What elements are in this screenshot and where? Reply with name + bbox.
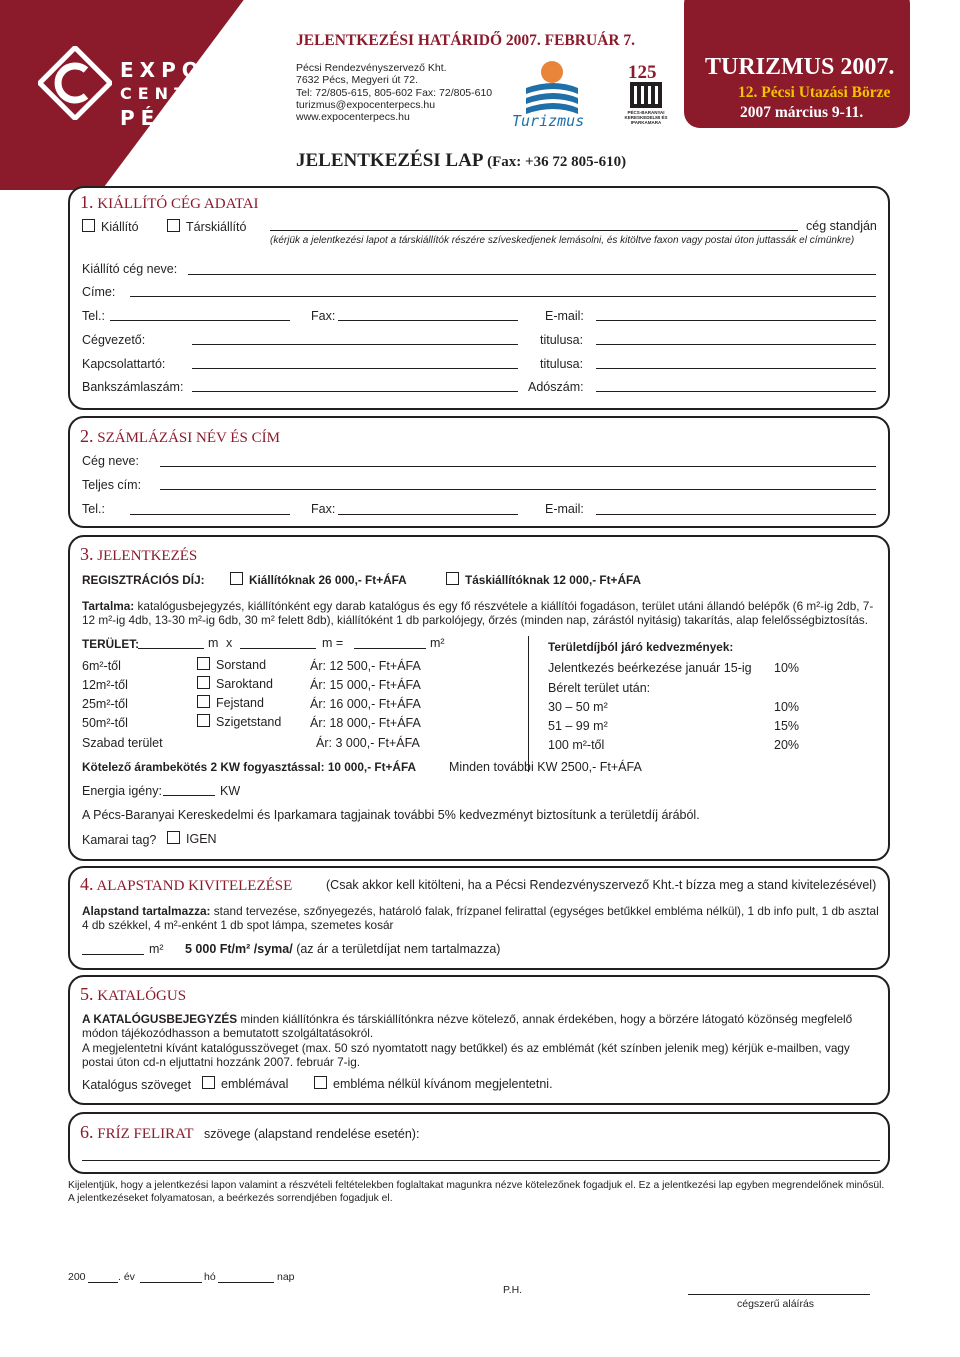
logo-line3: PÉCS [120, 106, 202, 130]
date-ev: . év [118, 1271, 135, 1283]
energy-unit: KW [220, 784, 241, 798]
catalog-options-label: Katalógus szöveget [82, 1078, 192, 1092]
area-x: x [226, 636, 233, 650]
field-billing-address[interactable] [160, 489, 876, 490]
date-day-field[interactable] [218, 1282, 274, 1283]
stand-price: 5 000 Ft/m² /syma/ (az ár a területdíjat nem tartalmazza) [185, 942, 501, 956]
row-price: Ár: 16 000,- Ft+ÁFA [310, 697, 421, 711]
label-billing-fax: Fax: [311, 502, 336, 516]
field-address[interactable] [130, 296, 876, 297]
row-type[interactable]: Saroktand [197, 676, 273, 691]
stand-unit: m² [149, 942, 164, 956]
row-type[interactable]: Sorstand [197, 657, 266, 672]
row-price: Ár: 3 000,- Ft+ÁFA [316, 736, 420, 750]
power-extra: Minden további KW 2500,- Ft+ÁFA [449, 760, 642, 774]
label-billing-tel: Tel.: [82, 502, 105, 516]
event-sub: 12. Pécsi Utazási Börze [738, 84, 891, 101]
row-size: 6m²-től [82, 659, 121, 673]
area-eq: m = [322, 636, 344, 650]
date-year: 200 [68, 1271, 86, 1283]
row-price: Ár: 18 000,- Ft+ÁFA [310, 716, 421, 730]
label-manager: Cégvezető: [82, 333, 146, 347]
chamber-note: A Pécs-Baranyai Kereskedelmi és Iparkamara tagjainak további 5% kedvezményt biztosítunk a területdíj árából. [82, 808, 700, 822]
checkbox[interactable] [167, 219, 180, 232]
logo-mark [38, 46, 112, 120]
copy-note: (kérjük a jelentkezési lapot a társkiállítók részére szíveskedjenek lemásolni, és kitöltve faxon vagy postai úton juttassák el címünkre) [270, 235, 855, 246]
label-tel: Tel.: [82, 309, 105, 323]
discount-value: 20% [774, 738, 800, 752]
label-contact-title: titulusa: [540, 357, 584, 371]
event-title: TURIZMUS 2007. [705, 54, 895, 80]
chamber-question: Kamarai tag? [82, 833, 157, 847]
org-line: Pécsi Rendezvényszervező Kht. [296, 62, 447, 74]
badge-number: 125 [628, 62, 657, 83]
field-manager[interactable] [192, 344, 518, 345]
logo-text [120, 58, 226, 130]
expo-logo-icon [38, 46, 112, 120]
turizmus-logo-text: Turizmus [512, 112, 585, 130]
event-date: 2007 március 9-11. [740, 104, 864, 121]
field-email[interactable] [596, 320, 876, 321]
logo-line2: CENTER [120, 84, 227, 103]
field-fax[interactable] [338, 320, 518, 321]
label-email: E-mail: [545, 309, 584, 323]
field-billing-email[interactable] [596, 514, 876, 515]
label-company-name: Kiállító cég neve: [82, 262, 178, 276]
checkbox[interactable] [197, 714, 210, 727]
label-address: Címe: [82, 285, 116, 299]
date-year-field[interactable] [88, 1282, 118, 1283]
label-billing-address: Teljes cím: [82, 478, 142, 492]
label-billing-email: E-mail: [545, 502, 584, 516]
frieze-text-field[interactable] [82, 1160, 880, 1161]
discount-value: 10% [774, 661, 800, 675]
energy-label: Energia igény: [82, 784, 162, 798]
logo-line1: EXPO [120, 58, 205, 82]
label-tax: Adószám: [528, 380, 584, 394]
checkbox[interactable] [197, 676, 210, 689]
standjan-field[interactable] [270, 230, 798, 231]
checkbox[interactable] [446, 572, 459, 585]
discount-title: Területdíjból járó kedvezmények: [548, 640, 734, 654]
row-price: Ár: 12 500,- Ft+ÁFA [310, 659, 421, 673]
fee-option-coexhibitor[interactable]: Táskiállítóknak 12 000,- Ft+ÁFA [446, 572, 641, 587]
section-3-title: 3. JELENTKEZÉS [80, 544, 198, 564]
org-line: www.expocenterpecs.hu [296, 111, 410, 124]
option-kiallito[interactable]: Kiállító [82, 219, 139, 234]
discount-label: Bérelt terület után: [548, 681, 651, 695]
discount-label: 100 m²-től [548, 738, 605, 752]
discount-value: 10% [774, 700, 800, 714]
field-tel[interactable] [110, 320, 290, 321]
form-title [296, 150, 626, 172]
area-label: TERÜLET: [82, 637, 140, 651]
section-4-title: 4. ALAPSTAND KIVITELEZÉSE [80, 874, 293, 894]
field-billing-name[interactable] [160, 466, 876, 467]
section-6-sub: szövege (alapstand rendelése esetén): [204, 1127, 420, 1141]
registration-content: Tartalma: katalógusbejegyzés, kiállítónként egy darab katalógus és egy fő részvétele a kiállítói fogadáson, terület utáni állandó belépők (6 m²-ig 2db, 7-12 m²-ig 4db, 13-30 m²-ig 6db, 30 m² felett 8db), kiállítóként 1 db parkolójegy, őrzés (minden nap, zárástól nyitásig) takarítás, alap felelősségbiztosítás. [82, 599, 874, 627]
catalog-option-without-logo[interactable]: embléma nélkül kívánom megjelentetni. [314, 1076, 553, 1091]
field-bank[interactable] [192, 391, 518, 392]
row-type[interactable]: Fejstand [197, 695, 264, 710]
section-4-note: (Csak akkor kell kitölteni, ha a Pécsi Rendezvényszervező Kht.-t bízza meg a stand kivitelezésével) [326, 878, 877, 892]
row-price: Ár: 15 000,- Ft+ÁFA [310, 678, 421, 692]
field-company-name[interactable] [188, 274, 876, 275]
power-connection: Kötelező árambekötés 2 KW fogyasztással: 10 000,- Ft+ÁFA [82, 760, 417, 774]
discount-label: 30 – 50 m² [548, 700, 608, 714]
checkbox[interactable] [230, 572, 243, 585]
discount-value: 15% [774, 719, 800, 733]
fee-label: REGISZTRÁCIÓS DÍJ: [82, 573, 205, 587]
label-manager-title: titulusa: [540, 333, 584, 347]
label-fax: Fax: [311, 309, 336, 323]
row-size: Szabad terület [82, 736, 163, 750]
form-title-main: JELENTKEZÉSI LAP [296, 150, 483, 171]
chamber-yes-option[interactable]: IGEN [167, 831, 217, 846]
catalog-text-1: A KATALÓGUSBEJEGYZÉS minden kiállítónkra és társkiállítónkra nézve kötelező, annak érdekében, hogy a börzére látogató közönség megfelelő módon tájékozódhasson a bemutatott szolgáltatásokról. [82, 1012, 853, 1040]
section-1-title: 1. KIÁLLÍTÓ CÉG ADATAI [80, 192, 259, 212]
turizmus-logo [506, 58, 602, 134]
checkbox[interactable] [314, 1076, 327, 1089]
row-size: 50m²-től [82, 716, 128, 730]
date-month-field[interactable] [140, 1282, 202, 1283]
standjan-label: cég standján [806, 219, 877, 233]
fee-option-exhibitor[interactable]: Kiállítóknak 26 000,- Ft+ÁFA [230, 572, 407, 587]
signature-field[interactable] [688, 1294, 870, 1295]
org-line: 7632 Pécs, Megyeri út 72. [296, 74, 418, 87]
basic-stand-content: Alapstand tartalmazza: stand tervezése, szőnyegezés, határoló falak, frízpanel felirattal (egységes betűkkel embléma nélkül), 1 db info pult, 1 db asztal 4 db székkel, 4 m²-enként 1 db spot lámpa, szemetes kosár [82, 904, 879, 932]
field-manager-title[interactable] [596, 344, 876, 345]
catalog-text-2: A megjelentetni kívánt katalógusszöveget (max. 50 szó nyomtatott nagy betűkkel) és az emblémát (két színben jelenik meg) kérjük e-mailben, vagy postai úton cd-n eljuttatni hozzánk 2007. február 7-ig. [82, 1041, 850, 1069]
checkbox[interactable] [197, 657, 210, 670]
stamp-place: P.H. [503, 1284, 523, 1296]
checkbox[interactable] [82, 219, 95, 232]
section-2-title: 2. SZÁMLÁZÁSI NÉV ÉS CÍM [80, 426, 280, 446]
row-size: 25m²-től [82, 697, 128, 711]
badge-caption: PÉCS-BARANYAI KERESKEDELMI ÉS IPARKAMARA [624, 110, 668, 125]
turizmus-wave-icon [506, 58, 602, 118]
field-contact[interactable] [192, 368, 518, 369]
discount-label: 51 – 99 m² [548, 719, 608, 733]
field-contact-title[interactable] [596, 368, 876, 369]
area-field-2[interactable] [240, 648, 316, 649]
discount-label: Jelentkezés beérkezése január 15-ig [548, 661, 752, 675]
form-title-fax: (Fax: +36 72 805-610) [487, 154, 627, 170]
area-field-1[interactable] [138, 648, 204, 649]
org-info [296, 62, 492, 123]
org-line: turizmus@expocenterpecs.hu [296, 98, 436, 111]
option-tarskiallito[interactable]: Társkiállító [167, 219, 246, 234]
label-contact: Kapcsolattartó: [82, 357, 166, 371]
deadline: JELENTKEZÉSI HATÁRIDŐ 2007. FEBRUÁR 7. [296, 32, 636, 49]
area-field-3[interactable] [354, 648, 426, 649]
section-5-title: 5. KATALÓGUS [80, 984, 187, 1004]
checkbox[interactable] [167, 831, 180, 844]
area-m: m [208, 636, 219, 650]
section-6-title: 6. FRÍZ FELIRAT [80, 1122, 194, 1142]
label-bank: Bankszámlaszám: [82, 380, 184, 394]
stand-size-field[interactable] [82, 954, 144, 955]
field-tax[interactable] [596, 391, 876, 392]
field-billing-fax[interactable] [338, 514, 518, 515]
date-ho: hó [204, 1271, 216, 1283]
vertical-divider [528, 636, 529, 772]
catalog-option-with-logo[interactable]: emblémával [202, 1076, 288, 1091]
date-nap: nap [277, 1271, 295, 1283]
signature-label: cégszerű aláírás [737, 1298, 815, 1310]
footer-declaration: Kijelentjük, hogy a jelentkezési lapon valamint a részvételi feltételekben foglaltakat magunkra nézve kötelezőnek fogadjuk el. Ez a jelentkezési lap egyben megrendelőnek minősül. A jelentkezéseket folyamatosan, a beérkezés sorrendjében fogadjuk el. [68, 1180, 885, 1204]
field-billing-tel[interactable] [130, 514, 290, 515]
badge-125 [624, 62, 668, 132]
label-billing-name: Cég neve: [82, 454, 139, 468]
row-size: 12m²-től [82, 678, 128, 692]
checkbox[interactable] [197, 695, 210, 708]
row-type[interactable]: Szigetstand [197, 714, 281, 729]
energy-field[interactable] [163, 795, 215, 796]
checkbox[interactable] [202, 1076, 215, 1089]
org-line: Tel: 72/805-615, 805-602 Fax: 72/805-610 [296, 86, 493, 99]
area-m2: m² [430, 636, 445, 650]
